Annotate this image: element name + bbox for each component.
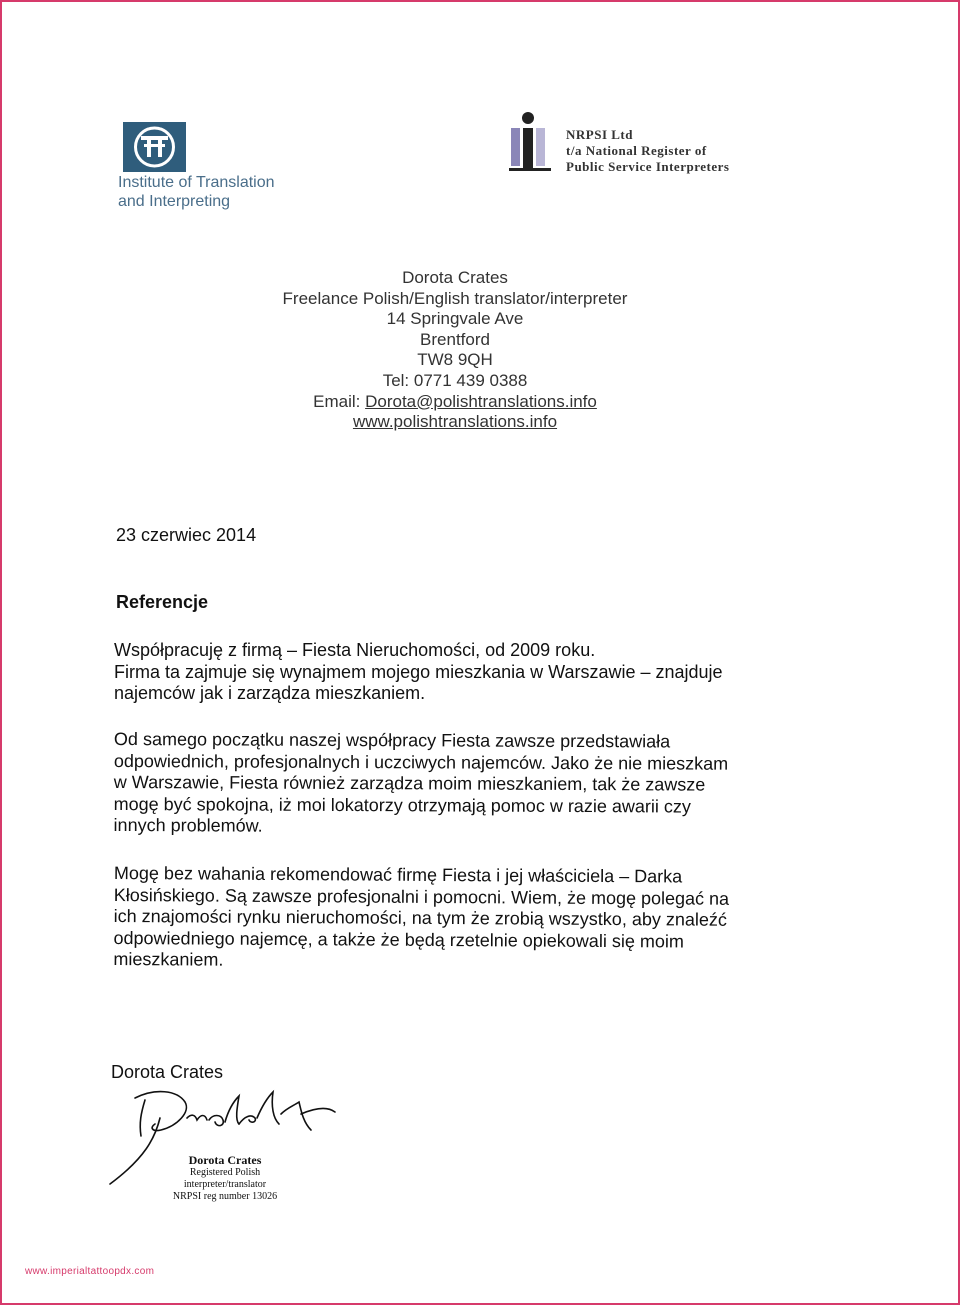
paragraph-2 <box>114 729 794 839</box>
nrpsi-line1: NRPSI Ltd <box>566 127 633 142</box>
paragraph-line: ich znajomości rynku nieruchomości, na tym że zrobią wszystko, aby znaleźć <box>113 905 727 930</box>
sender-title: Freelance Polish/English translator/interpreter <box>282 288 628 308</box>
stamp-line3: NRPSI reg number 13026 <box>172 1191 278 1202</box>
sender-city: Brentford <box>420 329 490 349</box>
interpreter-stamp <box>160 1153 290 1203</box>
iti-name <box>118 173 275 211</box>
paragraph-line: Firma ta zajmuje się wynajmem mojego mieszkania w Warszawie – znajduje <box>114 661 723 682</box>
paragraph-line: Kłosińskiego. Są zawsze profesjonalni i pomocni. Wiem, że mogę polegać na <box>113 884 730 909</box>
paragraph-3 <box>113 863 794 975</box>
iti-name-line1: Institute of Translation <box>118 174 275 191</box>
nrpsi-name <box>566 127 729 175</box>
stamp-line2: interpreter/translator <box>183 1179 267 1190</box>
watermark-link[interactable]: www.imperialtattoopdx.com <box>25 1266 155 1277</box>
paragraph-line: innych problemów. <box>113 814 263 836</box>
sender-name: Dorota Crates <box>402 268 508 287</box>
sender-street: 14 Springvale Ave <box>386 309 524 329</box>
stamp-line1: Registered Polish <box>189 1167 261 1178</box>
paragraph-line: Od samego początku naszej współpracy Fiesta zawsze przedstawiała <box>113 729 671 752</box>
paragraph-line: odpowiedniego najemcę, a także że będą rzetelnie opiekowali się moim <box>113 927 684 951</box>
paragraph-1 <box>114 640 794 705</box>
sender-website-link[interactable]: www.polishtranslations.info <box>352 412 558 432</box>
nrpsi-emblem-icon <box>506 110 554 172</box>
paragraph-line: w Warszawie, Fiesta również zarządza moim mieszkaniem, tak że zawsze <box>113 771 706 795</box>
nrpsi-line3: Public Service Interpreters <box>566 159 730 174</box>
paragraph-line: Współpracuję z firmą – Fiesta Nieruchomości, od 2009 roku. <box>114 640 596 660</box>
sender-email-link[interactable]: Dorota@polishtranslations.info <box>365 391 597 411</box>
paragraph-line: najemców jak i zarządza mieszkaniem. <box>114 683 426 703</box>
sender-email-row <box>255 392 655 413</box>
letter-subject: Referencje <box>116 592 209 612</box>
signoff-name: Dorota Crates <box>111 1062 224 1082</box>
sender-address-block <box>255 268 655 433</box>
iti-emblem-icon <box>123 122 186 172</box>
paragraph-line: mieszkaniem. <box>113 948 224 970</box>
paragraph-line: odpowiednich, profesjonalnych i uczciwych najemców. Jako że nie mieszkam <box>113 750 729 774</box>
paragraph-line: Mogę bez wahania rekomendować firmę Fiesta i jej właściciela – Darka <box>113 863 683 887</box>
paragraph-line: mogę być spokojna, iż moi lokatorzy otrzymają pomoc w razie awarii czy <box>113 793 691 817</box>
sender-postcode: TW8 9QH <box>417 350 493 370</box>
stamp-name: Dorota Crates <box>188 1153 262 1167</box>
nrpsi-line2: t/a National Register of <box>566 143 707 158</box>
sender-tel: Tel: 0771 439 0388 <box>382 370 528 390</box>
sender-email-label: Email: <box>313 391 366 411</box>
letter-date: 23 czerwiec 2014 <box>116 525 257 545</box>
iti-name-line2: and Interpreting <box>118 193 231 210</box>
